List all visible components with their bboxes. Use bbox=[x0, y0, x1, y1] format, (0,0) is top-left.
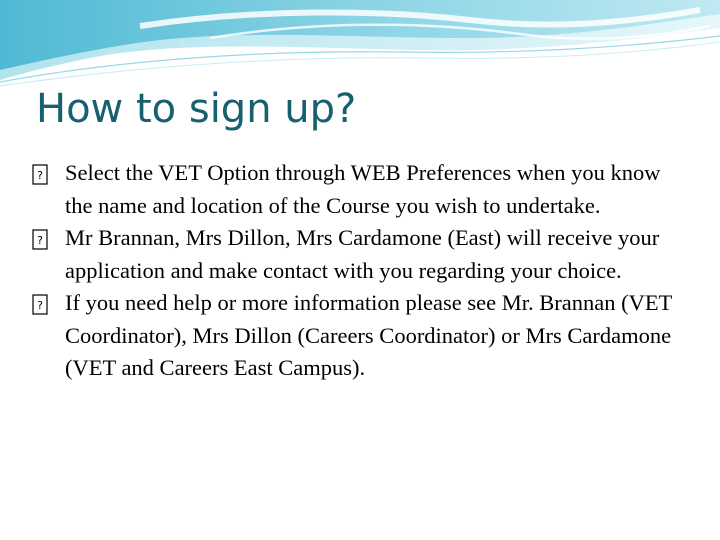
missing-glyph-box-icon bbox=[30, 287, 65, 319]
missing-glyph-box-icon bbox=[30, 222, 65, 254]
svg-text:?: ? bbox=[37, 299, 43, 312]
bullet-list bbox=[30, 157, 680, 385]
svg-text:?: ? bbox=[37, 234, 43, 247]
bullet-text: Mr Brannan, Mrs Dillon, Mrs Cardamone (East) will receive your application and make contact with you regarding your choice. bbox=[65, 225, 660, 283]
bullet-text: Select the VET Option through WEB Preferences when you know the name and location of the Course you wish to undertake. bbox=[65, 160, 661, 218]
bullet-text: If you need help or more information please see Mr. Brannan (VET Coordinator), Mrs Dillon (Careers Coordinator) or Mrs Cardamone (VET and Careers East Campus). bbox=[65, 290, 672, 380]
slide-title: How to sign up? bbox=[36, 86, 357, 132]
svg-text:?: ? bbox=[37, 169, 43, 182]
bullet-item-2 bbox=[30, 222, 680, 287]
header-wave-decoration bbox=[0, 0, 720, 90]
bullet-item-1 bbox=[30, 157, 680, 222]
missing-glyph-box-icon bbox=[30, 157, 65, 189]
bullet-item-3 bbox=[30, 287, 680, 385]
